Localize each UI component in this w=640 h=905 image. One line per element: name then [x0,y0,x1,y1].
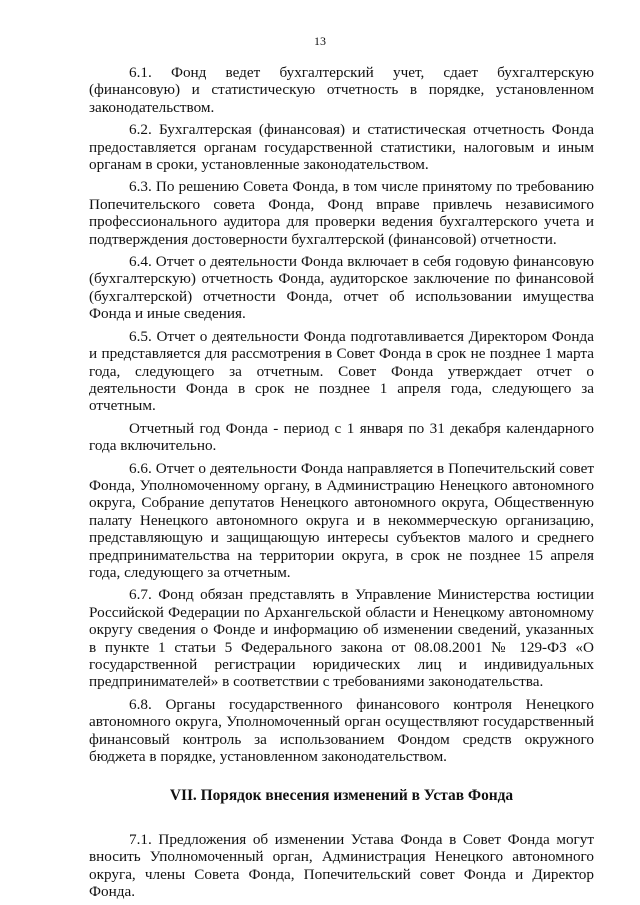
section-heading: VII. Порядок внесения изменений в Устав Фонда [169,787,514,805]
paragraph-6-7: 6.7. Фонд обязан представлять в Управление Министерства юстиции Российской Федерации по Архангельской области и Ненецкому автономному округу сведения о Фонде и информацию об изменении сведений, указанных в пункте 1 статьи 5 Федерального закона от 08.08.2001 № 129-ФЗ «О государственной регистрации юридических лиц и индивидуальных предпринимателей» в соответствии с требованиями законодательства. [89,586,594,691]
paragraph-6-3: 6.3. По решению Совета Фонда, в том числе принятому по требованию Попечительского совета Фонда, Фонд вправе привлечь независимого профессионального аудитора для проверки ведения бухгалтерского учета и подтверждения достоверности бухгалтерской (финансовой) отчетности. [89,178,594,248]
paragraph-6-6: 6.6. Отчет о деятельности Фонда направляется в Попечительский совет Фонда, Уполномоченному органу, в Администрацию Ненецкого автономного округа, Собрание депутатов Ненецкого автономного округа, Общественную палату Ненецкого автономного округа и в некоммерческую организацию, представляющую и защищающую интересы субъектов малого и среднего предпринимательства на территории округа, в срок не позднее 15 апреля года, следующего за отчетным. [89,459,594,581]
document-body [89,64,594,905]
paragraph-7-1: 7.1. Предложения об изменении Устава Фонда в Совет Фонда могут вносить Уполномоченный орган, Администрация Ненецкого автономного округа, члены Совета Фонда, Попечительский совет Фонда и Директор Фонда. [89,830,594,901]
paragraph-6-1: 6.1. Фонд ведет бухгалтерский учет, сдает бухгалтерскую (финансовую) и статистическую отчетность в порядке, установленном законодательством. [89,64,594,116]
page-number: 13 [314,34,326,48]
paragraph-6-8: 6.8. Органы государственного финансового контроля Ненецкого автономного округа, Уполномоченный орган осуществляют государственный финансовый контроль за использованием Фондом средств окружного бюджета в порядке, установленном законодательством. [89,695,594,766]
paragraph-6-4: 6.4. Отчет о деятельности Фонда включает в себя годовую финансовую (бухгалтерскую) отчетность Фонда, аудиторское заключение по финансовой (бухгалтерской) отчетности Фонда, отчет об использовании имущества Фонда и иные сведения. [89,253,594,323]
paragraph-6-5: 6.5. Отчет о деятельности Фонда подготавливается Директором Фонда и представляется для рассмотрения в Совет Фонда в срок не позднее 1 марта года, следующего за отчетным. Совет Фонда утверждает отчет о деятельности Фонда в срок не позднее 1 апреля года, следующего за отчетным. [89,327,594,415]
paragraph-6-2: 6.2. Бухгалтерская (финансовая) и статистическая отчетность Фонда предоставляется органам государственной статистики, налоговым и иным органам в сроки, установленные законодательством. [89,121,594,174]
paragraph-reporting-year: Отчетный год Фонда - период с 1 января по 31 декабря календарного года включительно. [89,419,594,455]
